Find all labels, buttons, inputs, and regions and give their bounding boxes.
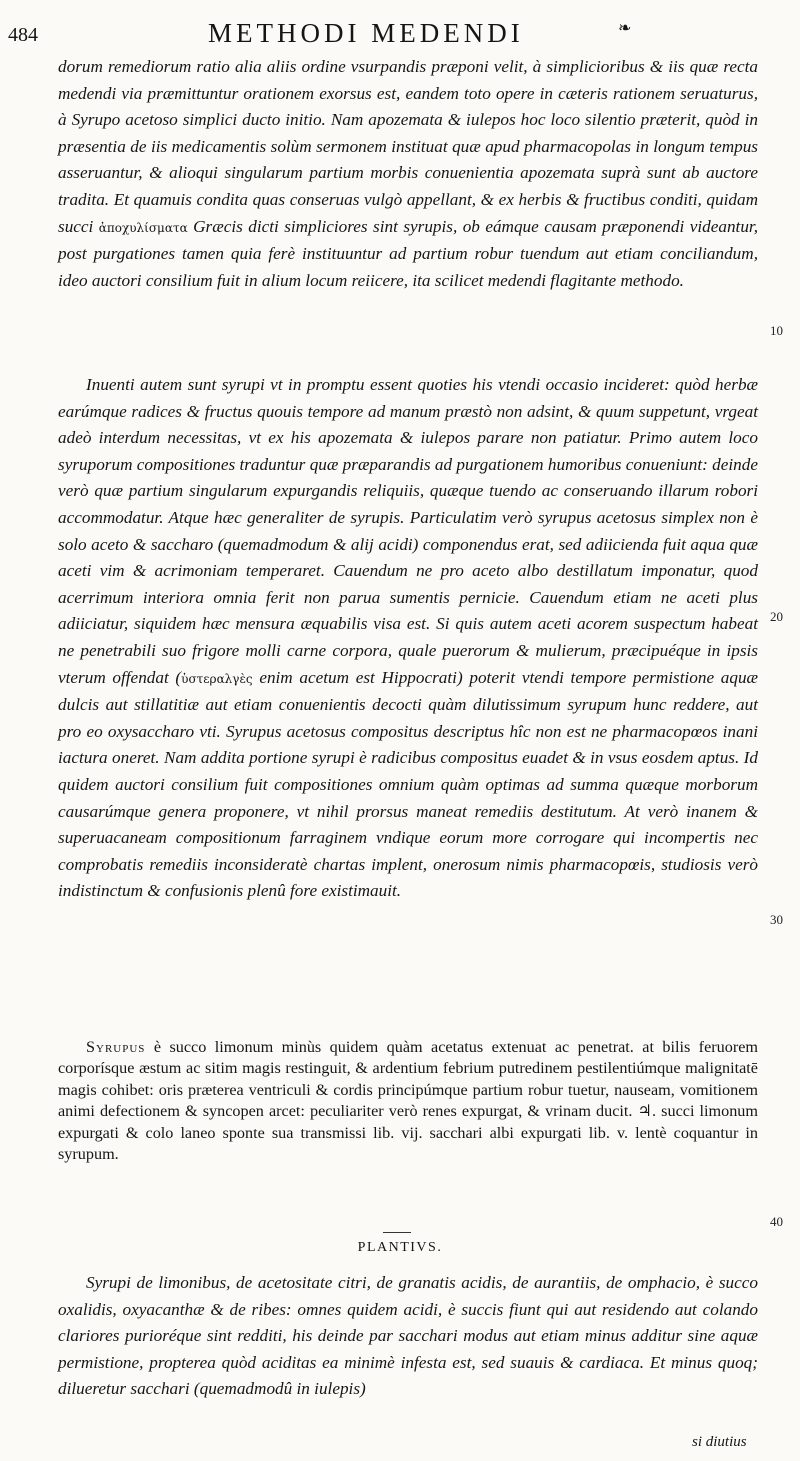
paragraph-syrupus: Syrupus è succo limonum minùs quidem quàm acetatus extenuat ac penetrat. at bilis feruorem corporísque æstum ac sitim magis restinguit, & ardentium febrium putredinem pestilentiúmque malignitatē magis cohibet: oris præterea ventriculi & cordis principúmque partium robur tuetur, nauseam, vomitionem animi defectionem & syncopen arcet: peculiariter verò renes expurgat, & vrinam ducit. ♃. succi limonum expurgati & colo laneo sponte sua transmissi lib. vij. sacchari albi expurgati lib. v. lentè coquantur in syrupum. <box>58 1038 759 1164</box>
heading-rule <box>383 1232 411 1233</box>
margin-line-number: 10 <box>770 323 783 338</box>
margin-line-number: 40 <box>770 1214 783 1229</box>
catchword: si diutius <box>692 1434 747 1450</box>
running-title: METHODI MEDENDI <box>208 18 524 48</box>
greek-term: ὑστεραλγὲς <box>181 671 253 686</box>
paragraph-syrupi: Syrupi de limonibus, de acetositate citri, de granatis acidis, de aurantiis, de omphacio, è succo oxalidis, oxyacanthæ & de ribes: omnes quidem acidi, è succis fiunt qui aut residendo aut colando clariores purioréque sint redditi, his deinde par sacchari modus aut etiam minus additur sine aquæ permistione, propterea quòd aciditas ea minimè infesta est, sed suauis & cardiaca. Et minus quoq; dilueretur sacchari (quemadmodû in iulepis) <box>58 1273 758 1399</box>
commentary-block-3 <box>58 1270 758 1403</box>
commentary-block-1 <box>58 54 758 294</box>
paragraph-continuation: dorum remediorum ratio alia aliis ordine vsurpandis præponi velit, à simplicioribus & iis quæ recta medendi via præmittuntur orationem exorsus est, eandem toto opere in cæteris rationem seruaturus, à Syrupo acetoso simplici ducto initio. Nam apozemata & iulepos hoc loco silentio præterit, quòd in præsentia de iis medicamentis solùm sermonem instituat quæ apud pharmacopolas in longum tempus asseruantur, & alioqui singularum partium morbis conuenientia apozemata suprà sunt ab auctore tradita. Et quamuis condita quas conseruas vulgò appellant, & ex herbis & fructibus conditi, quidam succi ἀποχυλίσματα Græcis dicti simpliciores sint syrupis, ob eámque causam præponendi videantur, post purgationes tamen quia ferè instituuntur ad partium robur tuendum aut etiam conciliandum, ideo auctori consilium fuit in alium locum reiicere, ita scilicet medendi flagitante methodo. <box>58 57 758 290</box>
lead-word: Syrupus <box>86 1038 146 1056</box>
greek-term: ἀποχυλίσματα <box>98 220 188 235</box>
page-number: 484 <box>8 24 38 46</box>
fleuron-ornament-icon: ❧ <box>618 18 632 37</box>
section-heading: PLANTIVS. <box>357 1240 443 1255</box>
margin-line-number: 20 <box>770 609 783 624</box>
commentary-block-2 <box>58 372 758 905</box>
paragraph-inuenti: Inuenti autem sunt syrupi vt in promptu essent quoties his vtendi occasio incideret: quòd herbæ earúmque radices & fructus quouis tempore ad manum præstò non adsint, & quum suppetunt, vrgeat adeò interdum necessitas, vt ex his apozemata & iulepos parare non patiatur. Primo autem loco syruporum compositiones traduntur quæ præparandis ad purgationem humoribus conueniunt: deinde verò quæ partium singularum expurgandis reliquiis, quæque tuendo ac conseruando illarum robori accommodatur. Atque hæc generaliter de syrupis. Particulatim verò syrupus acetosus simplex non è solo aceto & saccharo (quemadmodum & alij acidi) componendus erat, sed adiicienda fuit aqua quæ aceti vim & acrimoniam temperaret. Cauendum ne pro aceto albo destillatum imponatur, quod acerrimum interiora omnia ferit non parua sumentis pernicie. Cauendum etiam ne aceti plus adiiciatur, siquidem hæc mensura æquabilis visa est. Si quis autem aceti acorem suspectum habeat ne penetrabili suo frigore molli carne corpora, quale puerorum & mulierum, præcipuéque in ipsis vterum offendat (ὑστεραλγὲς enim acetum est Hippocrati) poterit vtendi tempore permistione aquæ dulcis aut stillatitiæ aut etiam conuenientis decocti quàm dilutissimum syrupum hunc reddere, aut pro eo oxysaccharo vti. Syrupus acetosus compositus descriptus hîc non est ne pharmacopœos inani iactura oneret. Nam addita portione syrupi è radicibus compositus euadet & in vsus eosdem aptus. Id quidem auctori consilium fuit compositiones omnium quàm optimas ad summa quæque morborum causarúmque genera proponere, vt nihil prorsus maneat remediis destitutum. At verò inanem & superuacaneam compositionum farraginem vndique eorum more corrogare qui incompertis nec comprobatis remediis inconsideratè chartas implent, onerosum nimis pharmacopœis, studiosis verò indistinctum & confusionis plenû fore existimauit. <box>58 375 759 901</box>
margin-line-number: 30 <box>770 912 783 927</box>
recipe-block <box>58 1037 758 1165</box>
